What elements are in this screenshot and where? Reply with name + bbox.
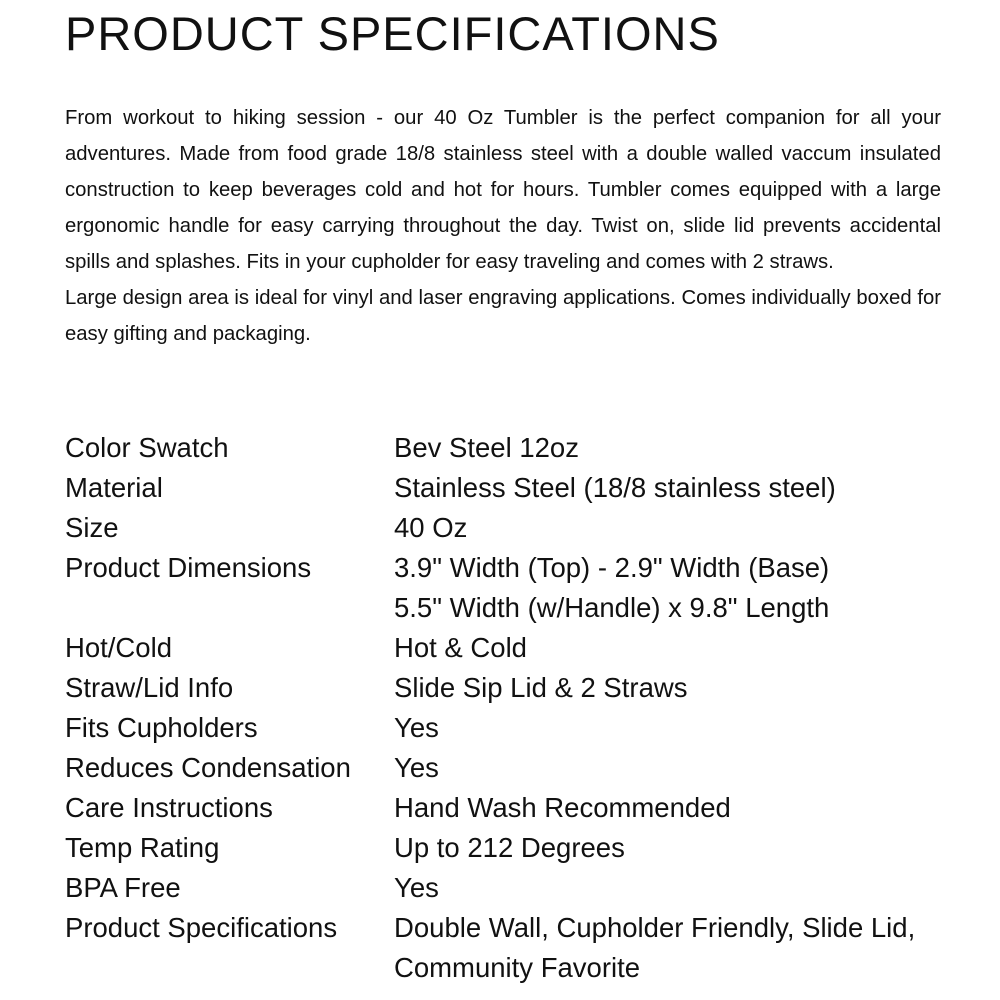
spec-row-reduces-condensation: [65, 748, 965, 788]
spec-value-line: Hot & Cold: [394, 632, 527, 663]
spec-value: [394, 908, 965, 988]
spec-value-line: Yes: [394, 712, 439, 743]
spec-label: Material: [65, 472, 163, 503]
spec-value: [394, 548, 965, 628]
spec-value-line: Yes: [394, 872, 439, 903]
spec-row-hot-cold: [65, 628, 965, 668]
spec-label: BPA Free: [65, 872, 181, 903]
spec-value: [394, 628, 965, 668]
spec-value: [394, 748, 965, 788]
description-paragraph-2: Large design area is ideal for vinyl and laser engraving applications. Comes individually boxed for easy gifting and packaging.: [65, 287, 941, 345]
spec-value-line: Double Wall, Cupholder Friendly, Slide Lid,: [394, 912, 916, 943]
spec-row-temp-rating: [65, 828, 965, 868]
spec-value-line: 5.5" Width (w/Handle) x 9.8" Length: [394, 592, 830, 623]
product-description: [65, 100, 941, 352]
spec-row-fits-cupholders: [65, 708, 965, 748]
spec-value: [394, 428, 965, 468]
spec-label: Reduces Condensation: [65, 752, 351, 783]
spec-value-line: 40 Oz: [394, 512, 468, 543]
spec-table: [65, 428, 965, 988]
spec-row-color-swatch: [65, 428, 965, 468]
spec-row-product-specifications: [65, 908, 965, 988]
spec-row-size: [65, 508, 965, 548]
spec-label: Temp Rating: [65, 832, 220, 863]
spec-row-bpa-free: [65, 868, 965, 908]
spec-label: Hot/Cold: [65, 632, 172, 663]
spec-value-line: Bev Steel 12oz: [394, 432, 579, 463]
spec-row-product-dimensions: [65, 548, 965, 628]
description-paragraph-1: From workout to hiking session - our 40 Oz Tumbler is the perfect companion for all your adventures. Made from food grade 18/8 stainless steel with a double walled vaccum insulated construction to keep beverages cold and hot for hours. Tumbler comes equipped with a large ergonomic handle for easy carrying throughout the day. Twist on, slide lid prevents accidental spills and splashes. Fits in your cupholder for easy traveling and comes with 2 straws.: [65, 107, 941, 273]
spec-value-line: Hand Wash Recommended: [394, 792, 731, 823]
spec-label: Product Dimensions: [65, 552, 312, 583]
spec-value-line: Up to 212 Degrees: [394, 832, 625, 863]
spec-value: [394, 788, 965, 828]
spec-value-line: Slide Sip Lid & 2 Straws: [394, 672, 688, 703]
spec-value: [394, 828, 965, 868]
spec-value-line: 3.9" Width (Top) - 2.9" Width (Base): [394, 552, 830, 583]
page-title: PRODUCT SPECIFICATIONS: [65, 7, 720, 60]
spec-label: Fits Cupholders: [65, 712, 258, 743]
spec-value: [394, 508, 965, 548]
spec-value: [394, 868, 965, 908]
spec-label: Product Specifications: [65, 912, 338, 943]
spec-label: Color Swatch: [65, 432, 229, 463]
spec-label: Size: [65, 512, 119, 543]
spec-label: Care Instructions: [65, 792, 273, 823]
spec-row-straw-lid-info: [65, 668, 965, 708]
spec-value-line: Stainless Steel (18/8 stainless steel): [394, 472, 836, 503]
spec-value-line: Yes: [394, 752, 439, 783]
spec-label: Straw/Lid Info: [65, 672, 234, 703]
spec-value: [394, 468, 965, 508]
spec-value: [394, 668, 965, 708]
spec-row-care-instructions: [65, 788, 965, 828]
spec-value: [394, 708, 965, 748]
spec-row-material: [65, 468, 965, 508]
spec-value-line: Community Favorite: [394, 952, 641, 983]
